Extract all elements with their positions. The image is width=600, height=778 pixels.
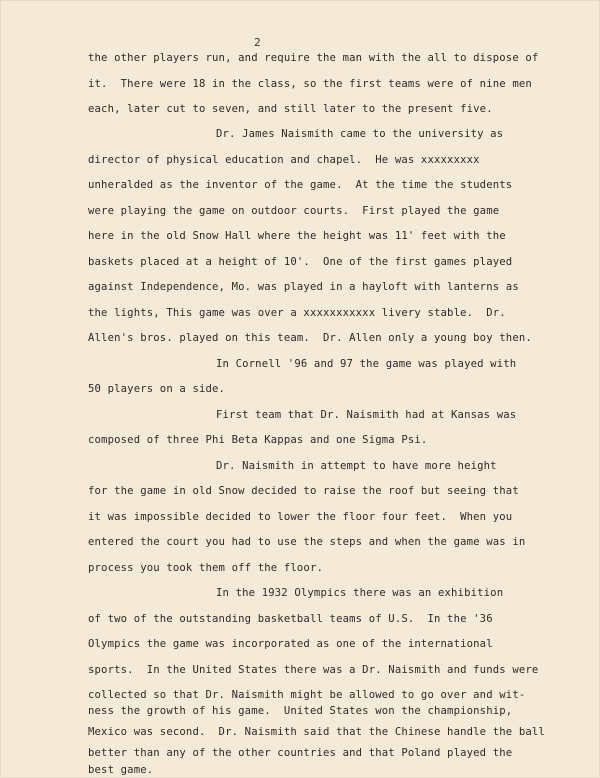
text-line: each, later cut to seven, and still later to the present five.	[88, 103, 493, 115]
text-line: collected so that Dr. Naismith might be allowed to go over and wit-	[88, 689, 526, 701]
text-line: Mexico was second. Dr. Naismith said that the Chinese handle the ball	[88, 726, 545, 738]
text-line: First team that Dr. Naismith had at Kansas was	[216, 409, 517, 421]
text-line: here in the old Snow Hall where the height was 11' feet with the	[88, 230, 506, 242]
text-line: for the game in old Snow decided to raise the roof but seeing that	[88, 485, 519, 497]
text-line: against Independence, Mo. was played in a hayloft with lanterns as	[88, 281, 519, 293]
text-line: composed of three Phi Beta Kappas and one Sigma Psi.	[88, 434, 428, 446]
text-line: director of physical education and chapel. He was xxxxxxxxx	[88, 154, 480, 166]
text-line: of two of the outstanding basketball teams of U.S. In the '36	[88, 613, 493, 625]
text-line: better than any of the other countries and that Poland played the	[88, 747, 513, 759]
text-line: In the 1932 Olympics there was an exhibition	[216, 587, 504, 599]
text-line: best game.	[88, 764, 154, 776]
text-line: Dr. James Naismith came to the university as	[216, 128, 504, 140]
text-line: Olympics the game was incorporated as one of the international	[88, 638, 493, 650]
text-line: Dr. Naismith in attempt to have more height	[216, 460, 497, 472]
text-line: unheralded as the inventor of the game. At the time the students	[88, 179, 513, 191]
text-line: the lights, This game was over a xxxxxxxxxxx livery stable. Dr.	[88, 307, 506, 319]
text-line: 50 players on a side.	[88, 383, 226, 395]
text-line: were playing the game on outdoor courts. First played the game	[88, 205, 500, 217]
text-line: Allen's bros. played on this team. Dr. Allen only a young boy then.	[88, 332, 532, 344]
text-line: it. There were 18 in the class, so the first teams were of nine men	[88, 78, 532, 90]
text-line: baskets placed at a height of 10'. One of the first games played	[88, 256, 513, 268]
text-line: the other players run, and require the man with the all to dispose of	[88, 52, 539, 64]
text-line: it was impossible decided to lower the floor four feet. When you	[88, 511, 513, 523]
text-line: sports. In the United States there was a Dr. Naismith and funds were	[88, 664, 539, 676]
text-line: entered the court you had to use the steps and when the game was in	[88, 536, 526, 548]
page-number: 2	[254, 36, 261, 49]
text-line: In Cornell '96 and 97 the game was played with	[216, 358, 517, 370]
text-line: ness the growth of his game. United States won the championship,	[88, 705, 513, 717]
text-line: process you took them off the floor.	[88, 562, 324, 574]
